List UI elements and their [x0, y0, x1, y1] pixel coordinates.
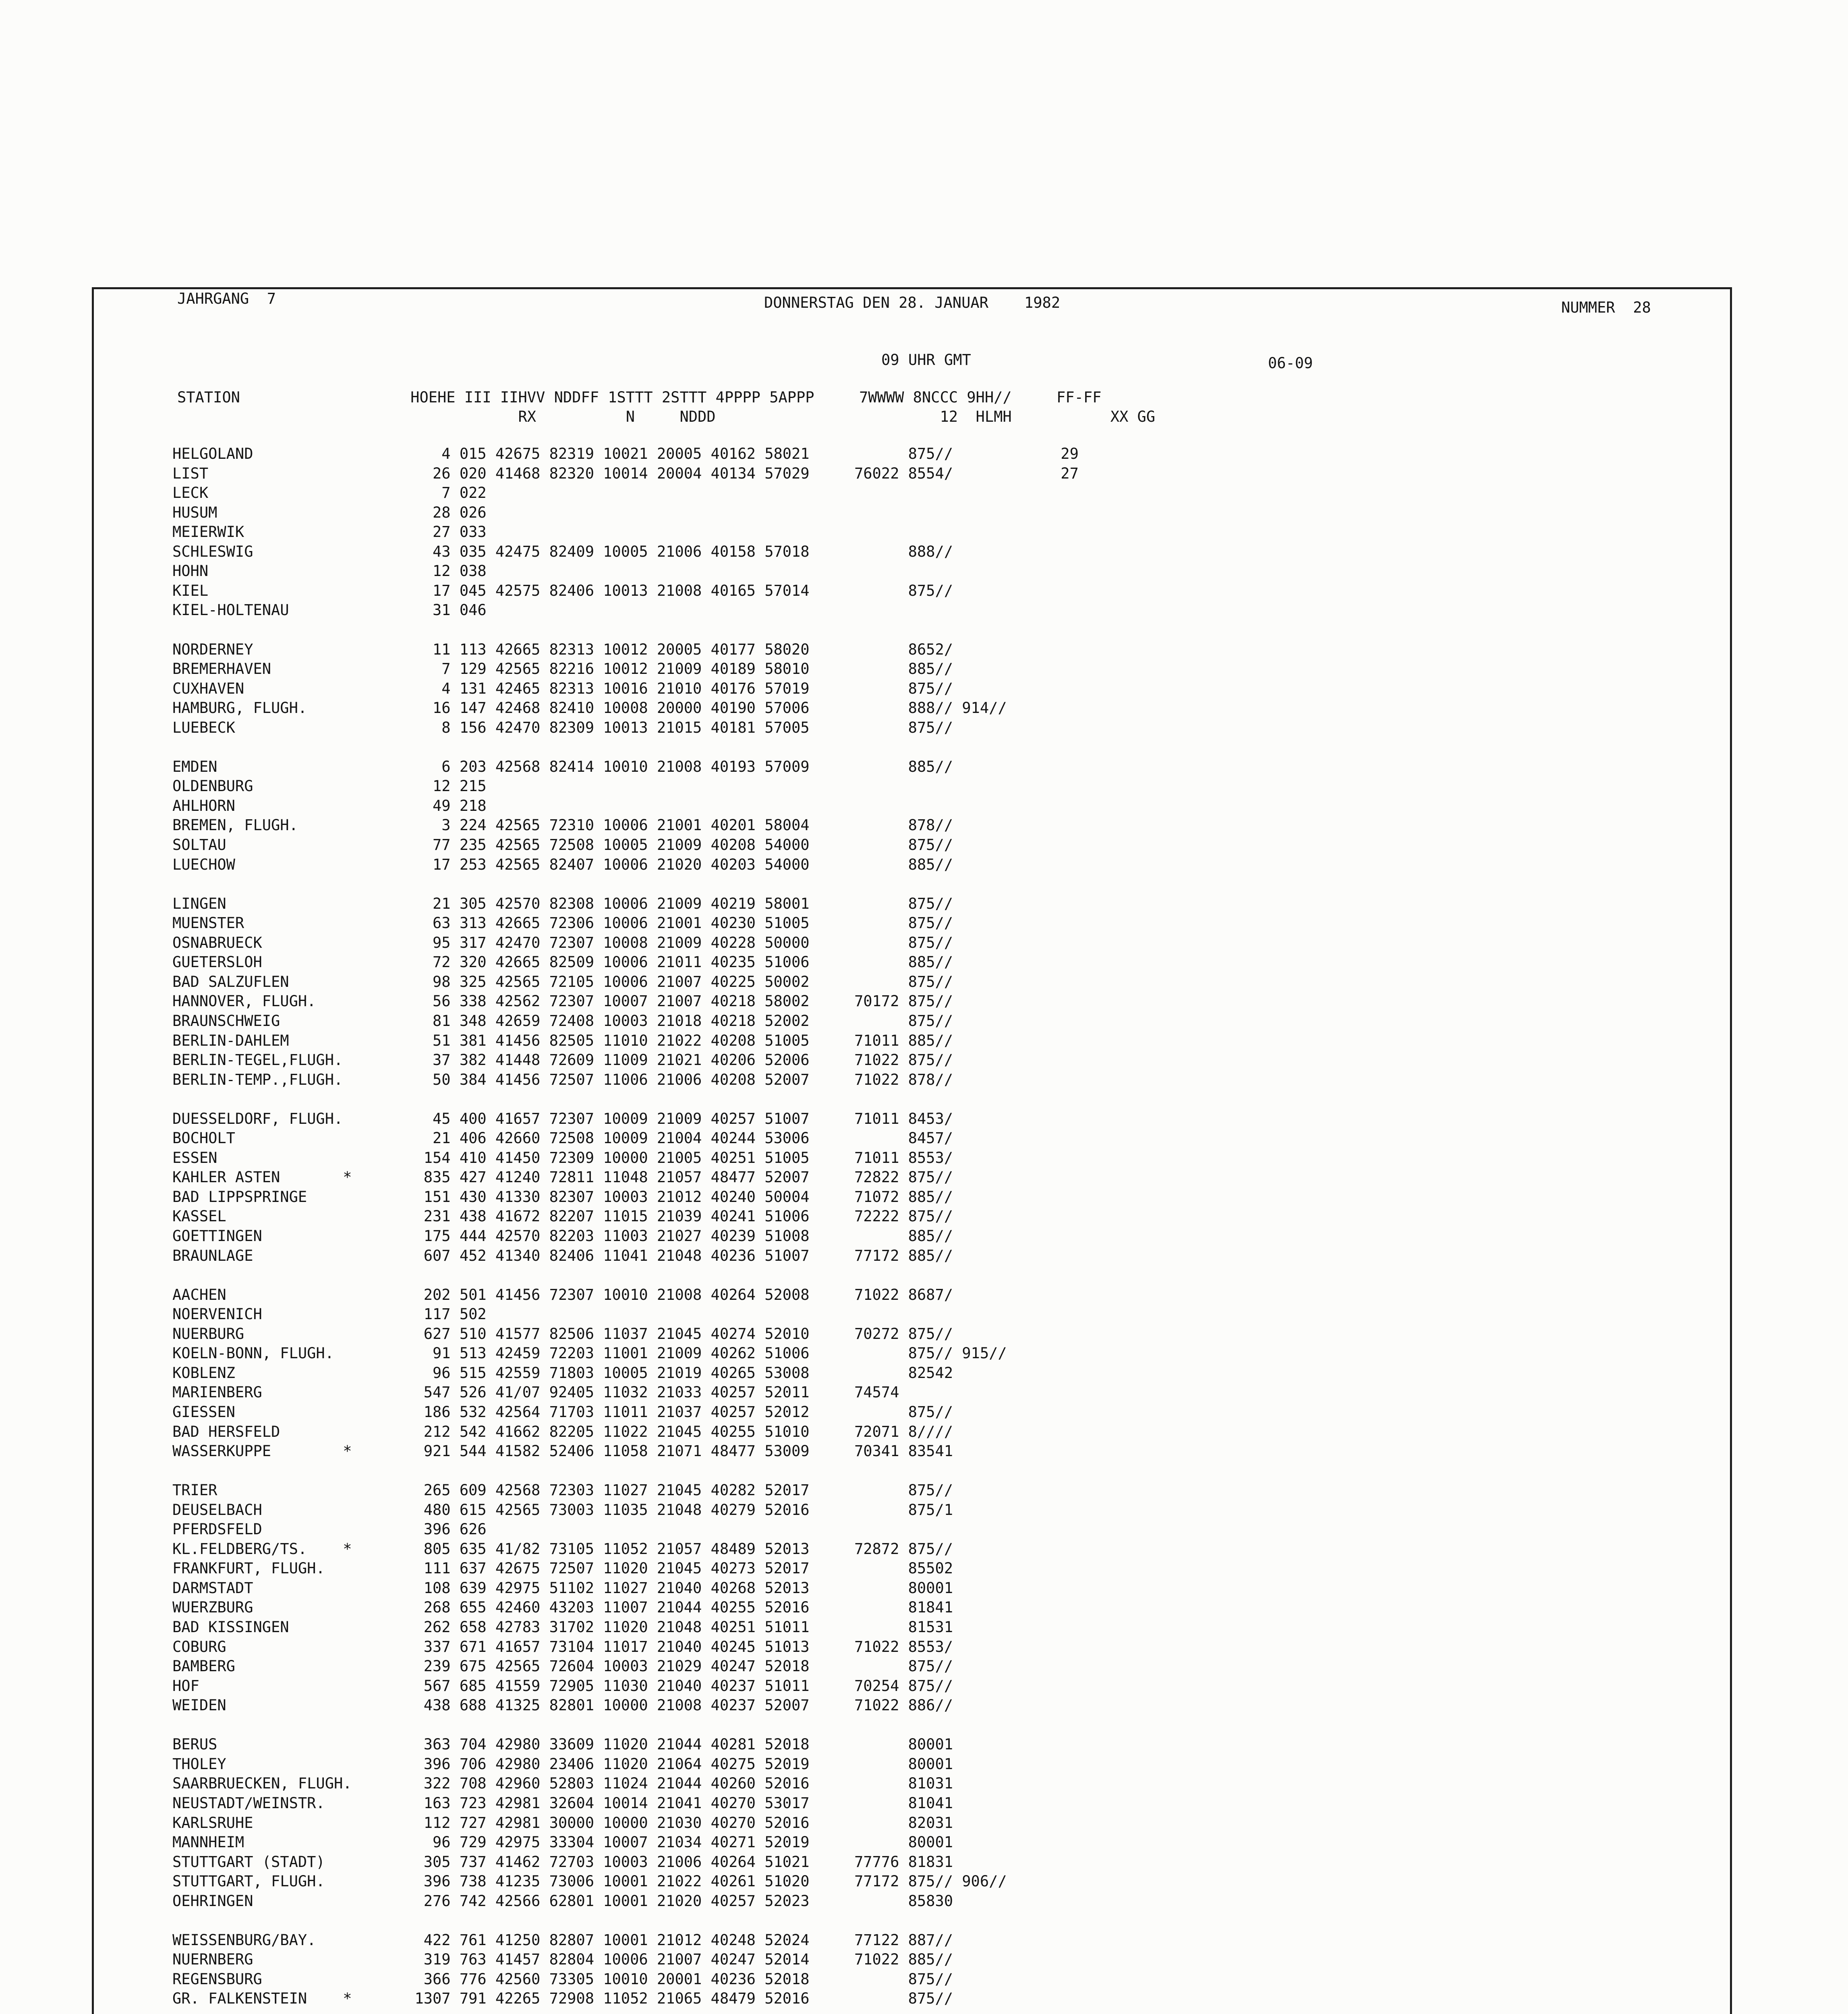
station-row: THOLEY 396 706 42980 23406 11020 21064 40275 52019 80001: [172, 1755, 953, 1773]
station-row: BERLIN-TEGEL,FLUGH. 37 382 41448 72609 11009 21021 40206 52006 71022 875//: [172, 1051, 953, 1069]
station-row: TRIER 265 609 42568 72303 11027 21045 40282 52017 875//: [172, 1481, 953, 1499]
station-row: BERLIN-TEMP.,FLUGH. 50 384 41456 72507 11006 21006 40208 52007 71022 878//: [172, 1071, 953, 1088]
station-row: NUERNBERG 319 763 41457 82804 10006 21007 40247 52014 71022 885//: [172, 1951, 953, 1968]
column-headers-line2: RX N NDDD 12 HLMH XX GG: [177, 408, 1156, 425]
station-row: KIEL-HOLTENAU 31 046: [172, 601, 487, 619]
station-row: BAD HERSFELD 212 542 41662 82205 11022 21045 40255 51010 72071 8////: [172, 1423, 953, 1440]
station-row: LECK 7 022: [172, 484, 487, 501]
station-row: GIESSEN 186 532 42564 71703 11011 21037 40257 52012 875//: [172, 1403, 953, 1421]
station-row: BAMBERG 239 675 42565 72604 10003 21029 40247 52018 875//: [172, 1658, 953, 1675]
station-row: MEIERWIK 27 033: [172, 523, 487, 541]
station-row: HAMBURG, FLUGH. 16 147 42468 82410 10008 20000 40190 57006 888// 914//: [172, 699, 1007, 717]
station-row: NORDERNEY 11 113 42665 82313 10012 20005 40177 58020 8652/: [172, 641, 953, 658]
station-row: BAD KISSINGEN 262 658 42783 31702 11020 21048 40251 51011 81531: [172, 1618, 953, 1636]
station-row: BREMERHAVEN 7 129 42565 82216 10012 21009 40189 58010 885//: [172, 660, 953, 678]
station-row: COBURG 337 671 41657 73104 11017 21040 40245 51013 71022 8553/: [172, 1638, 953, 1656]
station-row: WUERZBURG 268 655 42460 43203 11007 21044 40255 52016 81841: [172, 1599, 953, 1616]
report-number: NUMMER 28: [1561, 299, 1651, 316]
station-row: KIEL 17 045 42575 82406 10013 21008 40165 57014 875//: [172, 582, 953, 599]
station-row: MANNHEIM 96 729 42975 33304 10007 21034 40271 52019 80001: [172, 1834, 953, 1851]
observation-period: 06-09: [1268, 354, 1313, 372]
station-row: KASSEL 231 438 41672 82207 11015 21039 40241 51006 72222 875//: [172, 1208, 953, 1225]
station-row: KOBLENZ 96 515 42559 71803 10005 21019 40265 53008 82542: [172, 1364, 953, 1382]
station-row: KAHLER ASTEN * 835 427 41240 72811 11048 21057 48477 52007 72822 875//: [172, 1169, 953, 1186]
station-row: HOF 567 685 41559 72905 11030 21040 40237 51011 70254 875//: [172, 1677, 953, 1695]
station-row: LIST 26 020 41468 82320 10014 20004 40134 57029 76022 8554/ 27: [172, 465, 1079, 482]
station-row: BREMEN, FLUGH. 3 224 42565 72310 10006 21001 40201 58004 878//: [172, 816, 953, 834]
station-row: DEUSELBACH 480 615 42565 73003 11035 21048 40279 52016 875/1: [172, 1501, 953, 1519]
station-row: KARLSRUHE 112 727 42981 30000 10000 21030 40270 52016 82031: [172, 1814, 953, 1832]
station-row: BAD LIPPSPRINGE 151 430 41330 82307 10003 21012 40240 50004 71072 885//: [172, 1188, 953, 1206]
station-row: LUEBECK 8 156 42470 82309 10013 21015 40181 57005 875//: [172, 719, 953, 736]
station-row: KOELN-BONN, FLUGH. 91 513 42459 72203 11001 21009 40262 51006 875// 915//: [172, 1345, 1007, 1362]
station-row: LUECHOW 17 253 42565 82407 10006 21020 40203 54000 885//: [172, 856, 953, 873]
station-row: NUERBURG 627 510 41577 82506 11037 21045 40274 52010 70272 875//: [172, 1325, 953, 1343]
station-row: SAARBRUECKEN, FLUGH. 322 708 42960 52803 11024 21044 40260 52016 81031: [172, 1775, 953, 1792]
station-row: CUXHAVEN 4 131 42465 82313 10016 21010 40176 57019 875//: [172, 680, 953, 697]
station-row: BRAUNSCHWEIG 81 348 42659 72408 10003 21018 40218 52002 875//: [172, 1012, 953, 1030]
station-row: BERUS 363 704 42980 33609 11020 21044 40281 52018 80001: [172, 1736, 953, 1753]
volume-label: JAHRGANG 7: [177, 290, 276, 307]
station-row: KL.FELDBERG/TS. * 805 635 41/82 73105 11052 21057 48489 52013 72872 875//: [172, 1540, 953, 1558]
station-row: BOCHOLT 21 406 42660 72508 10009 21004 40244 53006 8457/: [172, 1129, 953, 1147]
station-row: ESSEN 154 410 41450 72309 10000 21005 40251 51005 71011 8553/: [172, 1149, 953, 1167]
station-row: DARMSTADT 108 639 42975 51102 11027 21040 40268 52013 80001: [172, 1579, 953, 1597]
station-row: REGENSBURG 366 776 42560 73305 10010 20001 40236 52018 875//: [172, 1970, 953, 1988]
station-row: OLDENBURG 12 215: [172, 777, 487, 795]
station-row: BERLIN-DAHLEM 51 381 41456 82505 11010 21022 40208 51005 71011 885//: [172, 1032, 953, 1049]
station-row: NEUSTADT/WEINSTR. 163 723 42981 32604 10014 21041 40270 53017 81041: [172, 1794, 953, 1812]
station-row: WEIDEN 438 688 41325 82801 10000 21008 40237 52007 71022 886//: [172, 1697, 953, 1714]
station-row: AACHEN 202 501 41456 72307 10010 21008 40264 52008 71022 8687/: [172, 1286, 953, 1303]
station-row: BAD SALZUFLEN 98 325 42565 72105 10006 21007 40225 50002 875//: [172, 973, 953, 990]
station-row: HUSUM 28 026: [172, 504, 487, 521]
report-date: DONNERSTAG DEN 28. JANUAR 1982: [764, 294, 1061, 311]
station-row: AHLHORN 49 218: [172, 797, 487, 814]
station-row: OSNABRUECK 95 317 42470 72307 10008 21009 40228 50000 875//: [172, 934, 953, 951]
column-headers-line1: STATION HOEHE III IIHVV NDDFF 1STTT 2STTT 4PPPP 5APPP 7WWWW 8NCCC 9HH// FF-FF: [177, 389, 1102, 406]
station-row: GR. FALKENSTEIN * 1307 791 42265 72908 11052 21065 48479 52016 875//: [172, 1990, 953, 2007]
station-row: DUESSELDORF, FLUGH. 45 400 41657 72307 10009 21009 40257 51007 71011 8453/: [172, 1110, 953, 1127]
station-row: FRANKFURT, FLUGH. 111 637 42675 72507 11020 21045 40273 52017 85502: [172, 1560, 953, 1577]
station-row: BRAUNLAGE 607 452 41340 82406 11041 21048 40236 51007 77172 885//: [172, 1247, 953, 1264]
station-row: WEISSENBURG/BAY. 422 761 41250 82807 10001 21012 40248 52024 77122 887//: [172, 1931, 953, 1949]
station-row: LINGEN 21 305 42570 82308 10006 21009 40219 58001 875//: [172, 895, 953, 912]
station-row: OEHRINGEN 276 742 42566 62801 10001 21020 40257 52023 85830: [172, 1892, 953, 1910]
station-row: MARIENBERG 547 526 41/07 92405 11032 21033 40257 52011 74574: [172, 1384, 899, 1401]
station-row: WASSERKUPPE * 921 544 41582 52406 11058 21071 48477 53009 70341 83541: [172, 1442, 953, 1460]
station-row: SOLTAU 77 235 42565 72508 10005 21009 40208 54000 875//: [172, 836, 953, 854]
station-row: STUTTGART (STADT) 305 737 41462 72703 10003 21006 40264 51021 77776 81831: [172, 1853, 953, 1871]
observation-time: 09 UHR GMT: [881, 351, 971, 369]
station-row: MUENSTER 63 313 42665 72306 10006 21001 40230 51005 875//: [172, 914, 953, 932]
station-row: HELGOLAND 4 015 42675 82319 10021 20005 40162 58021 875// 29: [172, 445, 1079, 462]
station-row: PFERDSFELD 396 626: [172, 1521, 487, 1538]
station-row: STUTTGART, FLUGH. 396 738 41235 73006 10001 21022 40261 51020 77172 875// 906//: [172, 1873, 1007, 1890]
station-row: HOHN 12 038: [172, 562, 487, 580]
station-row: NOERVENICH 117 502: [172, 1305, 487, 1323]
station-row: GOETTINGEN 175 444 42570 82203 11003 21027 40239 51008 885//: [172, 1227, 953, 1245]
station-row: SCHLESWIG 43 035 42475 82409 10005 21006 40158 57018 888//: [172, 543, 953, 560]
station-row: HANNOVER, FLUGH. 56 338 42562 72307 10007 21007 40218 58002 70172 875//: [172, 992, 953, 1010]
station-row: GUETERSLOH 72 320 42665 82509 10006 21011 40235 51006 885//: [172, 953, 953, 971]
station-row: EMDEN 6 203 42568 82414 10010 21008 40193 57009 885//: [172, 758, 953, 775]
